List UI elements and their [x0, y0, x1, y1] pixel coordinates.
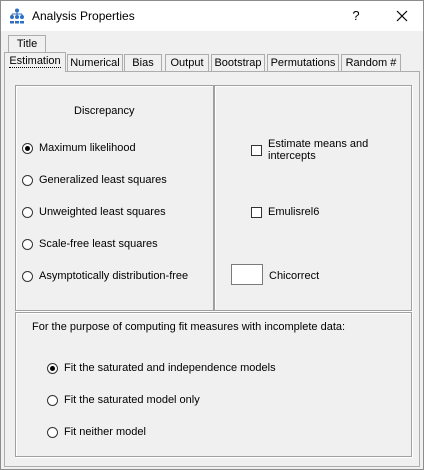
- help-button[interactable]: ?: [352, 8, 360, 23]
- tab-label: Bias: [132, 57, 154, 69]
- incomplete-data-heading: For the purpose of computing fit measures with incomplete data:: [32, 321, 346, 333]
- radio-fit-saturated-only[interactable]: [47, 395, 58, 406]
- radio-label-generalized-least-squares[interactable]: Generalized least squares: [39, 174, 167, 186]
- emulisrel6-checkbox[interactable]: [251, 207, 262, 218]
- tab-permutations[interactable]: [267, 54, 339, 72]
- tab-bias[interactable]: [124, 54, 162, 72]
- estimation-panel: [4, 71, 420, 467]
- tab-random[interactable]: [341, 54, 401, 72]
- tab-title[interactable]: [8, 35, 46, 53]
- close-icon: [396, 10, 408, 22]
- estimate-means-label-line2[interactable]: intercepts: [268, 150, 316, 162]
- radio-fit-neither-model[interactable]: [47, 427, 58, 438]
- radio-fit-saturated-and-independence[interactable]: [47, 363, 58, 374]
- radio-label-maximum-likelihood[interactable]: Maximum likelihood: [39, 142, 136, 154]
- radio-label-fit-saturated-only[interactable]: Fit the saturated model only: [64, 394, 200, 406]
- tab-label: Numerical: [70, 57, 120, 69]
- tab-label: Bootstrap: [214, 57, 262, 69]
- tab-label: Permutations: [270, 57, 336, 69]
- radio-scale-free-least-squares[interactable]: [22, 239, 33, 250]
- tab-label: Output: [170, 57, 204, 69]
- radio-unweighted-least-squares[interactable]: [22, 207, 33, 218]
- radio-asymptotically-distribution-free[interactable]: [22, 271, 33, 282]
- tab-numerical[interactable]: [67, 54, 123, 72]
- radio-maximum-likelihood[interactable]: [22, 143, 33, 154]
- tab-bootstrap[interactable]: [211, 54, 265, 72]
- radio-label-unweighted-least-squares[interactable]: Unweighted least squares: [39, 206, 166, 218]
- discrepancy-heading: Discrepancy: [74, 105, 135, 117]
- tab-label: Title: [16, 38, 38, 50]
- estimate-means-checkbox[interactable]: [251, 145, 262, 156]
- radio-label-fit-saturated-and-independence[interactable]: Fit the saturated and independence models: [64, 362, 276, 374]
- title-bar[interactable]: [1, 1, 423, 31]
- close-button[interactable]: [381, 1, 423, 31]
- tab-label: Random #: [345, 57, 397, 69]
- emulisrel6-label[interactable]: Emulisrel6: [268, 206, 320, 218]
- radio-label-scale-free-least-squares[interactable]: Scale-free least squares: [39, 238, 158, 250]
- chicorrect-label: Chicorrect: [269, 270, 320, 282]
- radio-generalized-least-squares[interactable]: [22, 175, 33, 186]
- estimate-means-label[interactable]: Estimate means and: [268, 138, 369, 150]
- window-title: Analysis Properties: [32, 9, 135, 23]
- radio-label-asymptotically-distribution-free[interactable]: Asymptotically distribution-free: [39, 270, 189, 282]
- tab-estimation[interactable]: [4, 52, 66, 72]
- tab-output[interactable]: [165, 54, 209, 72]
- tab-label: Estimation: [9, 55, 61, 67]
- hierarchy-icon: [9, 8, 25, 24]
- chicorrect-input[interactable]: [231, 264, 263, 285]
- radio-label-fit-neither-model[interactable]: Fit neither model: [64, 426, 146, 438]
